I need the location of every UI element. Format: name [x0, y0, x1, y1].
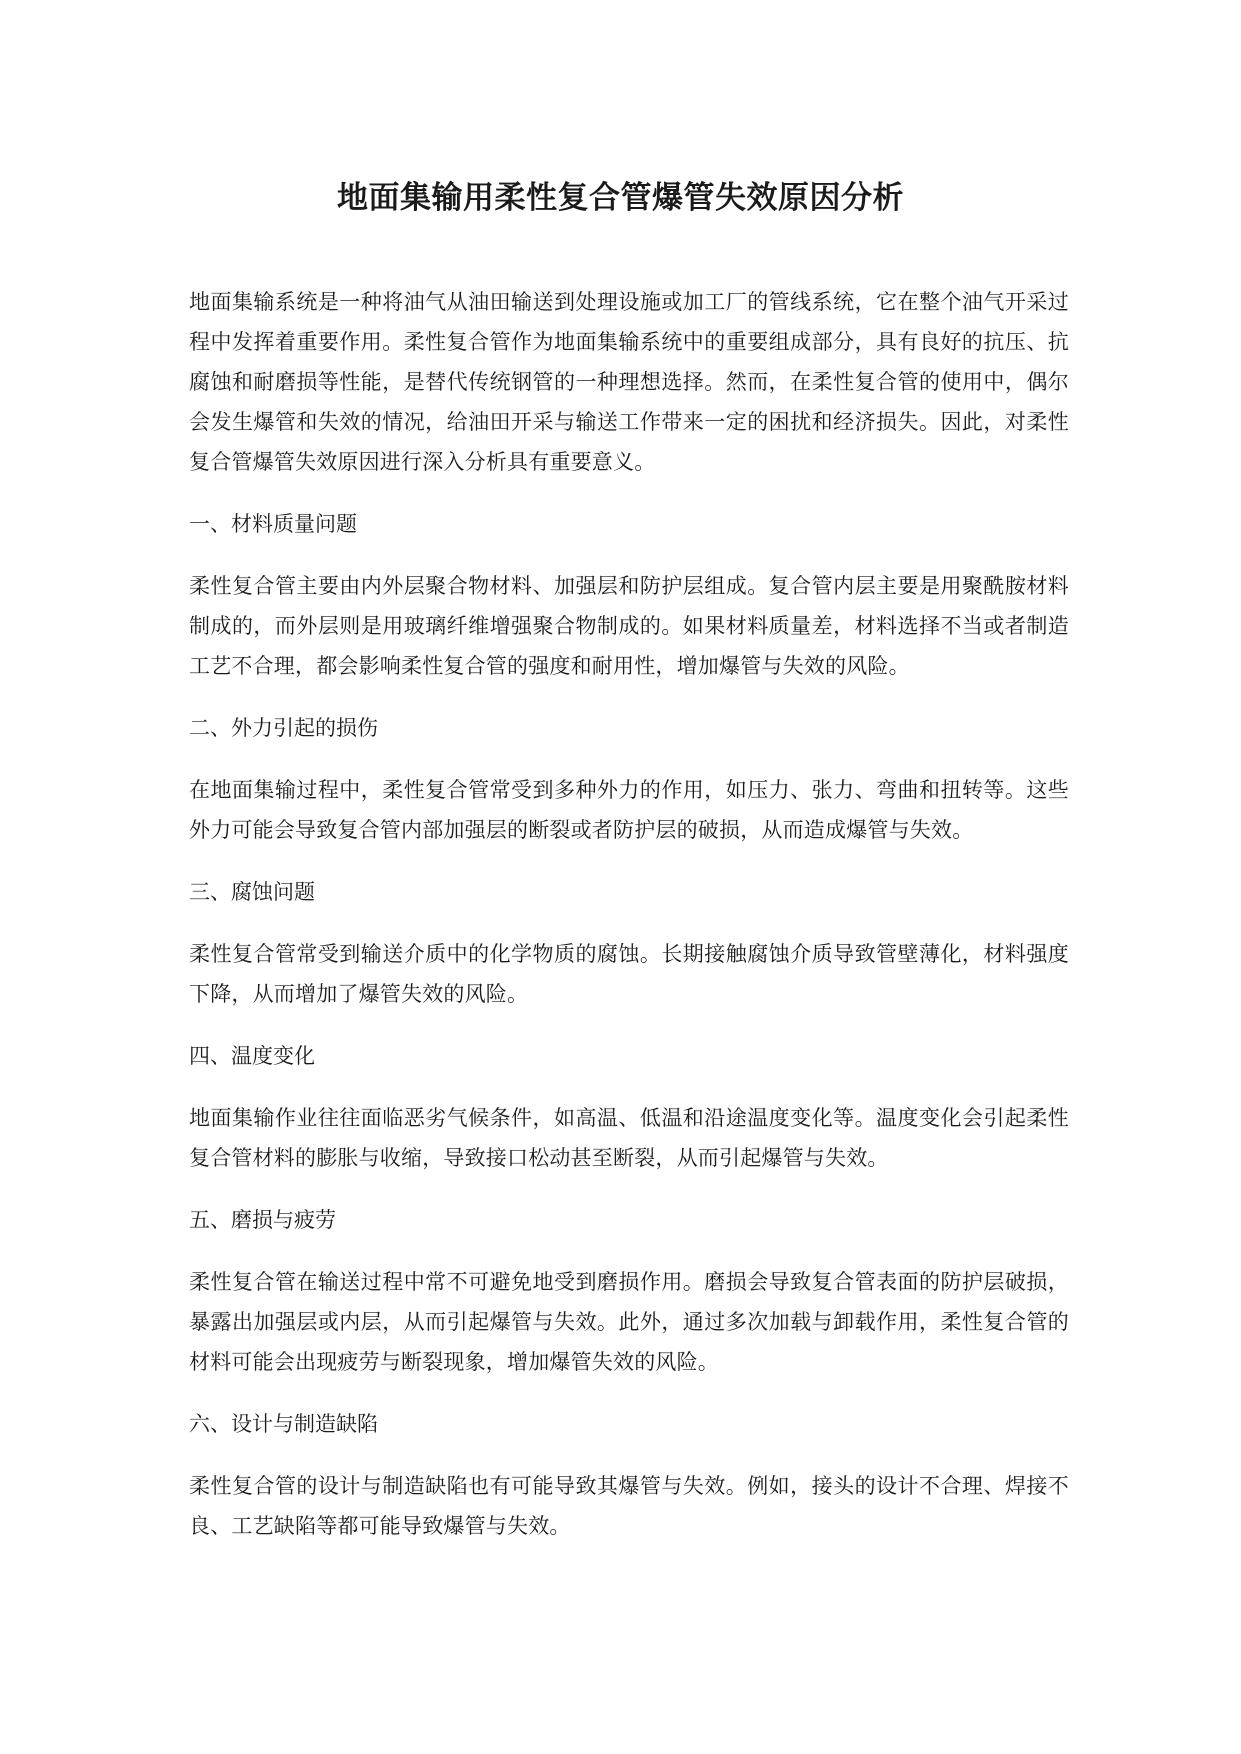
section-wear-fatigue — [189, 1200, 1069, 1382]
section-heading: 三、腐蚀问题 — [189, 880, 315, 904]
section-paragraph: 柔性复合管常受到输送介质中的化学物质的腐蚀。长期接触腐蚀介质导致管壁薄化，材料强度下降，从而增加了爆管失效的风险。 — [189, 942, 1069, 1006]
section-paragraph: 柔性复合管在输送过程中常不可避免地受到磨损作用。磨损会导致复合管表面的防护层破损，暴露出加强层或内层，从而引起爆管与失效。此外，通过多次加载与卸载作用，柔性复合管的材料可能会出现疲劳与断裂现象，增加爆管失效的风险。 — [189, 1270, 1069, 1374]
section-heading: 二、外力引起的损伤 — [189, 716, 378, 740]
section-paragraph: 地面集输作业往往面临恶劣气候条件，如高温、低温和沿途温度变化等。温度变化会引起柔性复合管材料的膨胀与收缩，导致接口松动甚至断裂，从而引起爆管与失效。 — [189, 1106, 1069, 1170]
section-heading: 一、材料质量问题 — [189, 512, 357, 536]
section-external-force-damage — [189, 708, 1069, 850]
intro-paragraph: 地面集输系统是一种将油气从油田输送到处理设施或加工厂的管线系统，它在整个油气开采过程中发挥着重要作用。柔性复合管作为地面集输系统中的重要组成部分，具有良好的抗压、抗腐蚀和耐磨损等性能，是替代传统钢管的一种理想选择。然而，在柔性复合管的使用中，偶尔会发生爆管和失效的情况，给油田开采与输送工作带来一定的困扰和经济损失。因此，对柔性复合管爆管失效原因进行深入分析具有重要意义。 — [189, 290, 1069, 474]
section-corrosion — [189, 872, 1069, 1014]
section-heading: 六、设计与制造缺陷 — [189, 1412, 378, 1436]
section-heading: 五、磨损与疲劳 — [189, 1208, 336, 1232]
section-material-quality — [189, 504, 1069, 686]
section-paragraph: 柔性复合管的设计与制造缺陷也有可能导致其爆管与失效。例如，接头的设计不合理、焊接不良、工艺缺陷等都可能导致爆管与失效。 — [189, 1474, 1069, 1538]
section-paragraph: 在地面集输过程中，柔性复合管常受到多种外力的作用，如压力、张力、弯曲和扭转等。这些外力可能会导致复合管内部加强层的断裂或者防护层的破损，从而造成爆管与失效。 — [189, 778, 1069, 842]
section-heading: 四、温度变化 — [189, 1044, 315, 1068]
section-temperature-change — [189, 1036, 1069, 1178]
document-body — [189, 282, 1069, 1568]
document-title: 地面集输用柔性复合管爆管失效原因分析 — [337, 180, 904, 216]
section-design-manufacturing-defects — [189, 1404, 1069, 1546]
section-paragraph: 柔性复合管主要由内外层聚合物材料、加强层和防护层组成。复合管内层主要是用聚酰胺材料制成的，而外层则是用玻璃纤维增强聚合物制成的。如果材料质量差，材料选择不当或者制造工艺不合理，都会影响柔性复合管的强度和耐用性，增加爆管与失效的风险。 — [189, 574, 1069, 678]
